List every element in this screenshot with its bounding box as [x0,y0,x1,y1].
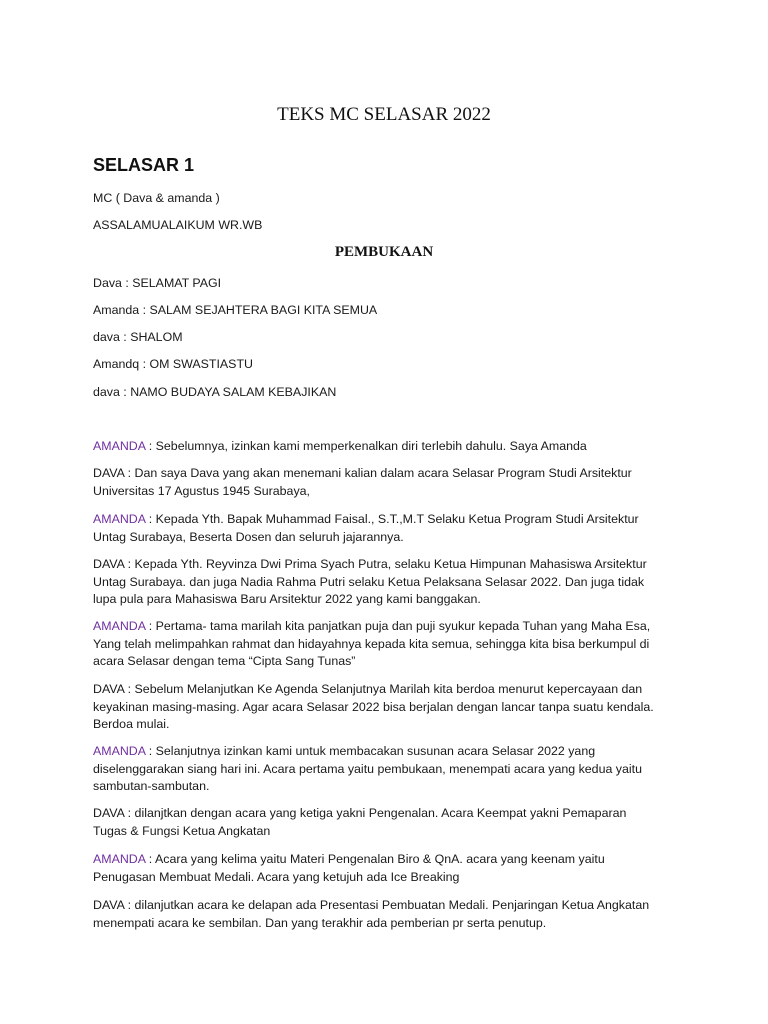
dialogue-line [93,805,683,823]
dialogue-line [93,511,683,529]
speaker-name: AMANDA [93,852,146,866]
dialogue-text: dilanjtkan dengan acara yang ketiga yakni Pengenalan. Acara Keempat yakni Pemaparan [134,806,627,820]
dialogue-paragraph [93,511,683,546]
dialogue-text: Untag Surabaya, Beserta Dosen dan seluruh jajarannya. [93,529,404,544]
speaker-separator: : [145,439,156,453]
mc-line: MC ( Dava & amanda ) [93,191,220,205]
dialogue-paragraph [93,438,683,456]
dialogue-text: Untag Surabaya. dan juga Nadia Rahma Putri selaku Ketua Pelaksana Selasar 2022. Dan juga tidak [93,574,645,589]
dialogue-line [93,653,683,671]
document-title: TEKS MC SELASAR 2022 [277,104,491,125]
dialogue-line [93,778,683,796]
speaker-separator: : [124,898,135,912]
speaker-name: AMANDA [93,619,146,633]
dialogue-paragraph [93,618,683,671]
speaker-separator: : [145,744,156,758]
dialogue-line [93,483,683,501]
dialogue-line [93,591,683,609]
dialogue-text: acara Selasar dengan tema “Cipta Sang Tunas” [93,654,356,669]
speaker-name: DAVA [93,682,125,696]
dialogue-text: Tugas & Fungsi Ketua Angkatan [93,823,271,838]
speaker-name: AMANDA [93,439,146,453]
dialogue-line [93,636,683,654]
dialogue-line [93,915,683,933]
greeting-line: dava : NAMO BUDAYA SALAM KEBAJIKAN [93,385,337,399]
dialogue-text: Penugasan Membuat Medali. Acara yang ketujuh ada Ice Breaking [93,869,460,884]
dialogue-line [93,465,683,483]
dialogue-text: lupa pula para Mahasiswa Baru Arsitektur 2022 yang kami banggakan. [93,592,481,607]
dialogue-line [93,574,683,592]
dialogue-text: Pertama- tama marilah kita panjatkan puja dan puji syukur kepada Tuhan yang Maha Esa, [155,619,651,633]
speaker-separator: : [124,466,135,480]
dialogue-paragraph [93,851,683,886]
dialogue-line [93,869,683,887]
dialogue-line [93,556,683,574]
dialogue-text: diselenggarakan siang hari ini. Acara pertama yaitu pembukaan, menempati acara yang kedua yaitu [93,761,642,776]
speaker-separator: : [124,682,135,696]
speaker-separator: : [145,619,156,633]
dialogue-line [93,823,683,841]
dialogue-text: Universitas 17 Agustus 1945 Surabaya, [93,483,310,498]
dialogue-line [93,681,683,699]
section-title: PEMBUKAAN [334,244,434,260]
speaker-name: AMANDA [93,744,146,758]
dialogue-line [93,699,683,717]
dialogue-line [93,529,683,547]
greeting-line: Dava : SELAMAT PAGI [93,276,222,290]
dialogue-text: Kepada Yth. Bapak Muhammad Faisal., S.T.,M.T Selaku Ketua Program Studi Arsitektur [155,512,639,526]
speaker-name: DAVA [93,898,125,912]
dialogue-line [93,743,683,761]
dialogue-text: Sebelumnya, izinkan kami memperkenalkan diri terlebih dahulu. Saya Amanda [155,439,587,453]
greeting-line: Amandq : OM SWASTIASTU [93,357,253,371]
speaker-separator: : [145,852,155,866]
speaker-name: DAVA [93,466,125,480]
speaker-name: DAVA [93,557,125,571]
dialogue-line [93,761,683,779]
dialogue-paragraph [93,805,683,840]
speaker-name: AMANDA [93,512,146,526]
opening-greeting: ASSALAMUALAIKUM WR.WB [93,218,263,232]
dialogue-text: menempati acara ke sembilan. Dan yang terakhir ada pemberian pr serta penutup. [93,915,547,930]
dialogue-line [93,851,683,869]
dialogue-paragraph [93,897,683,932]
dialogue-paragraph [93,465,683,500]
section-heading: SELASAR 1 [93,155,195,175]
speaker-separator: : [145,512,156,526]
dialogue-line [93,618,683,636]
dialogue-paragraph [93,743,683,796]
dialogue-line [93,438,683,456]
dialogue-text: dilanjutkan acara ke delapan ada Presentasi Pembuatan Medali. Penjaringan Ketua Angkatan [134,898,650,912]
dialogue-text: Kepada Yth. Reyvinza Dwi Prima Syach Putra, selaku Ketua Himpunan Mahasiswa Arsitektur [134,557,647,571]
dialogue-text: Acara yang kelima yaitu Materi Pengenalan Biro & QnA. acara yang keenam yaitu [154,852,605,866]
dialogue-text: keyakinan masing-masing. Agar acara Selasar 2022 bisa berjalan dengan lancar tanpa suatu kendala. [93,699,654,714]
dialogue-line [93,716,683,734]
dialogue-text: Dan saya Dava yang akan menemani kalian dalam acara Selasar Program Studi Arsitektur [134,466,632,480]
speaker-name: DAVA [93,806,125,820]
speaker-separator: : [124,557,135,571]
dialogue-text: Berdoa mulai. [93,717,170,732]
dialogue-text: Yang telah melimpahkan rahmat dan hidayahnya kepada kita semua, sehingga kita bisa berkumpul di [93,636,650,651]
dialogue-line [93,897,683,915]
dialogue-text: Sebelum Melanjutkan Ke Agenda Selanjutnya Marilah kita berdoa menurut kepercayaan dan [134,682,643,696]
dialogue-paragraph [93,681,683,734]
greeting-line: Amanda : SALAM SEJAHTERA BAGI KITA SEMUA [93,303,378,317]
greeting-line: dava : SHALOM [93,330,183,344]
dialogue-text: Selanjutnya izinkan kami untuk membacakan susunan acara Selasar 2022 yang [155,744,596,758]
dialogue-text: sambutan-sambutan. [93,779,210,794]
speaker-separator: : [124,806,135,820]
dialogue-paragraph [93,556,683,609]
